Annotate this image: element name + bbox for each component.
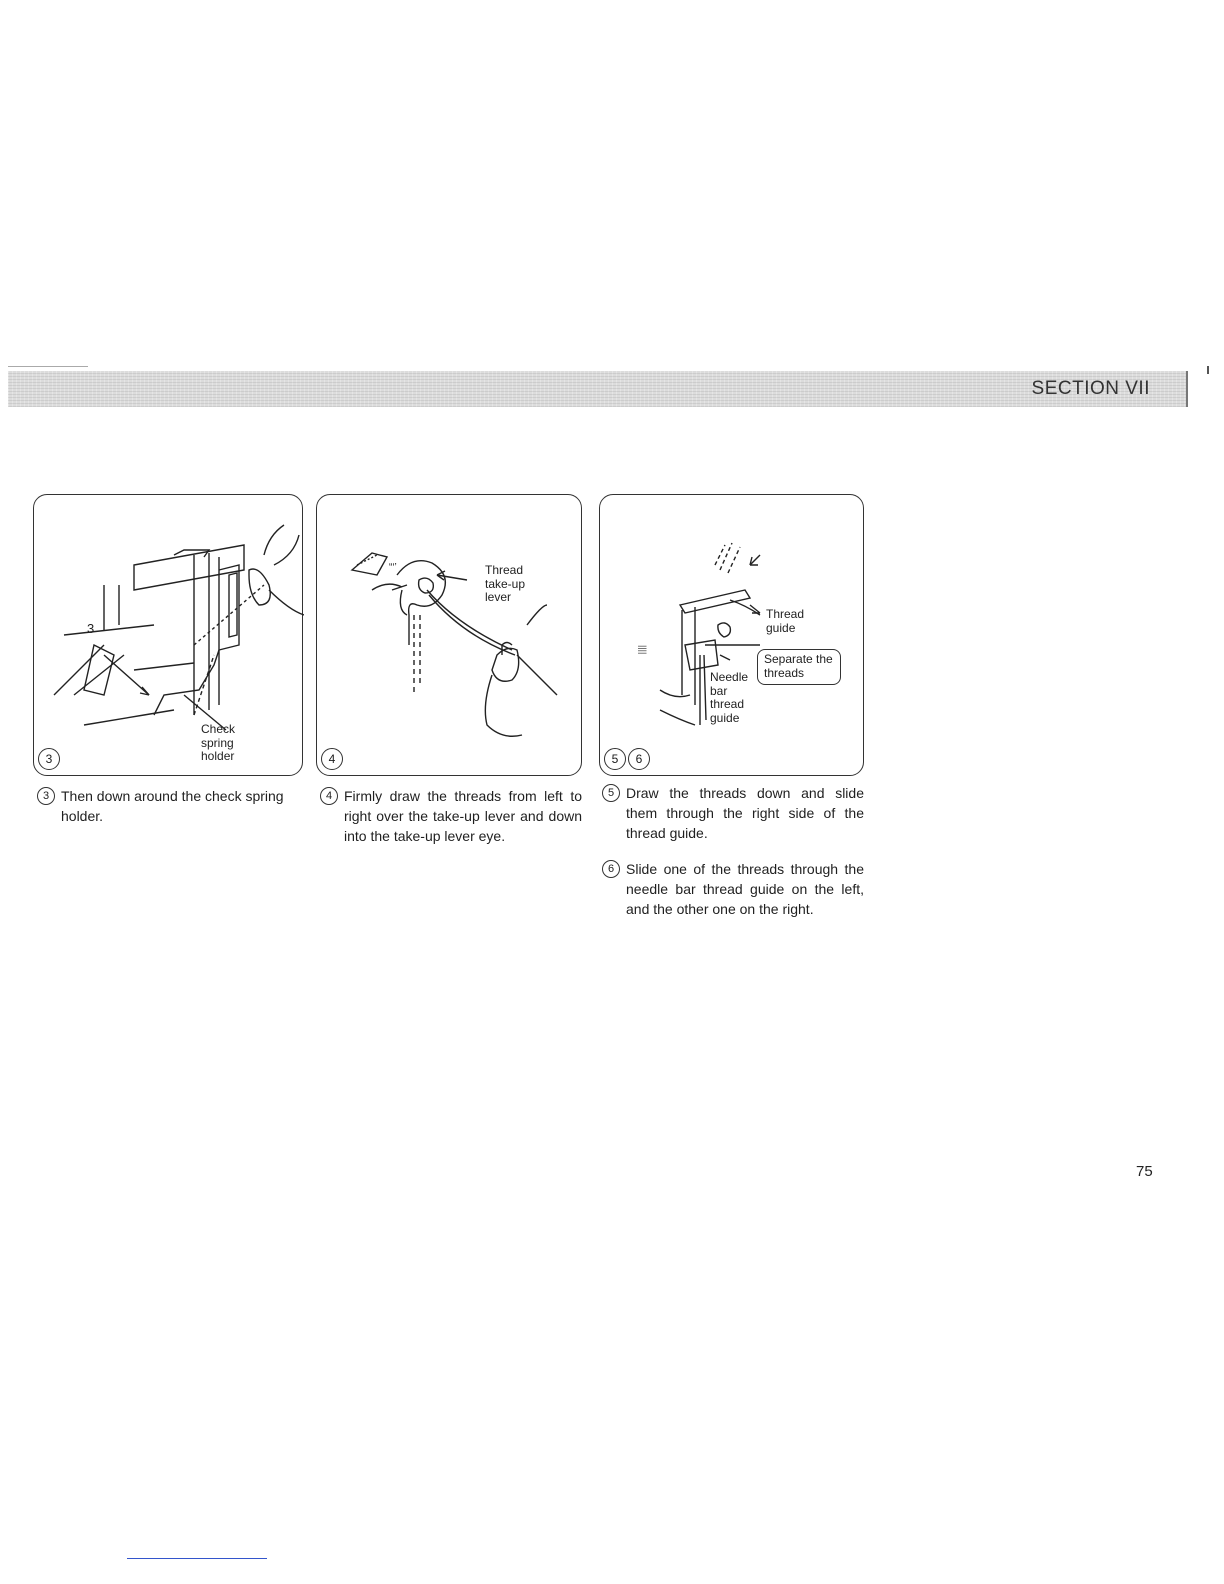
- instruction-5-number: 5: [602, 784, 620, 802]
- instruction-step-3: [37, 786, 303, 826]
- step-3-badge: 3: [38, 748, 60, 770]
- separate-threads-label: Separate the threads: [757, 649, 841, 685]
- svg-text:3: 3: [87, 621, 95, 636]
- needle-bar-thread-guide-label: Needle bar thread guide: [710, 670, 749, 725]
- edge-mark: [1207, 366, 1209, 374]
- instruction-6-text: Slide one of the threads through the needle bar thread guide on the left, and the other one on the right.: [626, 861, 864, 917]
- thread-guide-illustration: [600, 495, 865, 777]
- instruction-step-6: [602, 859, 864, 919]
- thread-take-up-lever-label: Thread take-up lever: [485, 563, 526, 604]
- step-5-badge: 5: [604, 748, 626, 770]
- thread-guide-label: Thread guide: [766, 607, 805, 635]
- instruction-3-text: Then down around the check spring holder.: [61, 788, 284, 824]
- illustration-panel-step-3: [33, 494, 303, 776]
- page-number: 75: [1136, 1163, 1153, 1180]
- bottom-link-line: [127, 1558, 267, 1559]
- check-spring-illustration: [34, 495, 304, 777]
- instruction-6-number: 6: [602, 860, 620, 878]
- svg-text:||||: ||||: [638, 645, 648, 655]
- instruction-step-5: [602, 783, 864, 843]
- instruction-5-text: Draw the threads down and slide them through the right side of the thread guide.: [626, 785, 864, 841]
- svg-text:“‘’: “‘’: [389, 562, 397, 573]
- illustration-panel-step-5-6: [599, 494, 864, 776]
- instruction-4-text: Firmly draw the threads from left to right over the take-up lever and down into the take-up lever eye.: [344, 788, 582, 844]
- instruction-4-number: 4: [320, 787, 338, 805]
- step-4-badge: 4: [321, 748, 343, 770]
- check-spring-holder-label: Check spring holder: [201, 722, 236, 763]
- step-6-badge: 6: [628, 748, 650, 770]
- section-title: SECTION VII: [1031, 378, 1150, 399]
- illustration-panel-step-4: [316, 494, 582, 776]
- instruction-3-number: 3: [37, 787, 55, 805]
- take-up-lever-illustration: [317, 495, 583, 777]
- top-faint-rule: [8, 366, 88, 367]
- instruction-step-4: [320, 786, 582, 846]
- section-header-band: [8, 371, 1188, 407]
